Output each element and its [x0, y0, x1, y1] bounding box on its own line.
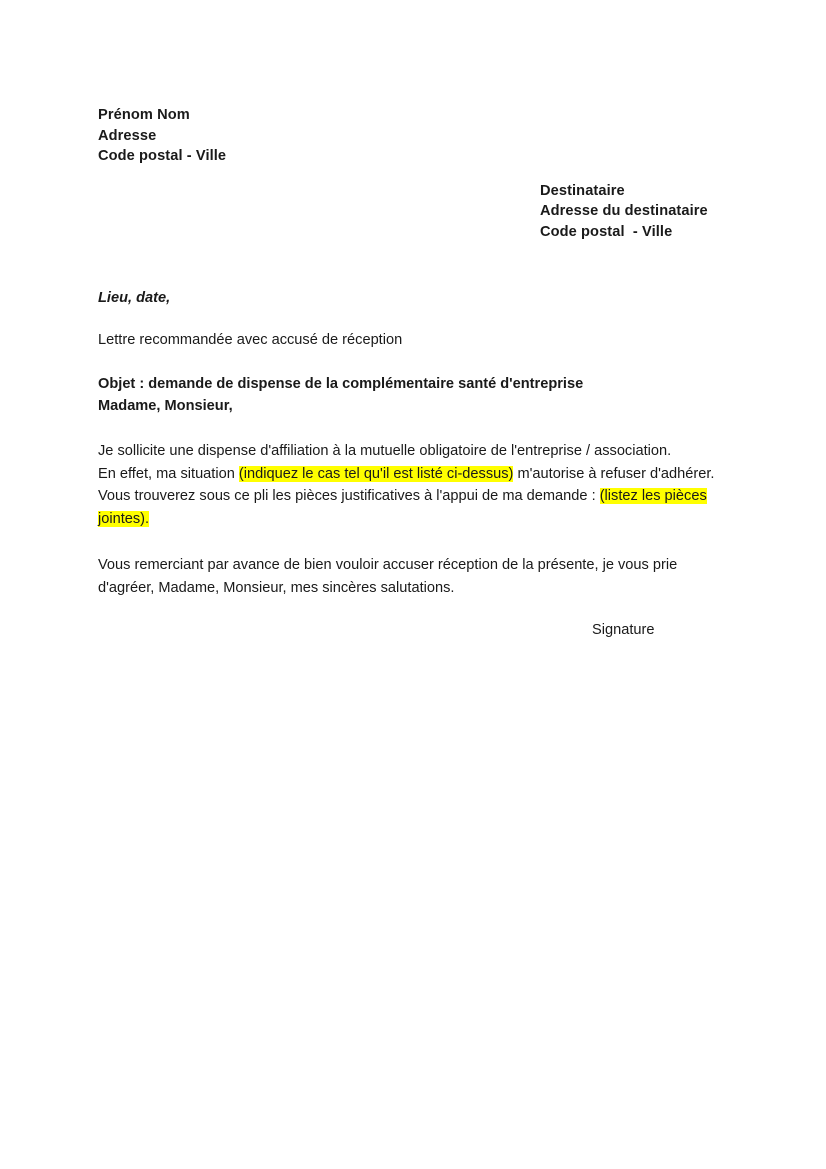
body-sentence-2-prefix: En effet, ma situation — [98, 465, 239, 482]
letter-content — [98, 105, 730, 640]
signature-label: Signature — [592, 621, 655, 638]
registered-mail-notice: Lettre recommandée avec accusé de réception — [98, 332, 403, 349]
body-sentence-1: Je sollicite une dispense d'affiliation à la mutuelle obligatoire de l'entreprise / association. — [98, 442, 672, 459]
subject-block — [98, 373, 730, 418]
subject-line: Objet : demande de dispense de la complémentaire santé d'entreprise — [98, 375, 584, 392]
body-paragraph-request — [98, 440, 730, 531]
body-sentence-2-suffix: m'autorise à refuser d'adhérer. — [513, 465, 715, 482]
body-sentence-3-prefix: Vous trouverez sous ce pli les pièces justificatives à l'appui de ma demande : — [98, 488, 600, 505]
recipient-address: Adresse du destinataire — [540, 203, 708, 220]
recipient-address-block — [98, 181, 730, 243]
placeholder-highlight-case: (indiquez le cas tel qu'il est listé ci-dessus) — [238, 465, 514, 482]
recipient-name: Destinataire — [540, 182, 625, 199]
salutation-line: Madame, Monsieur, — [98, 398, 233, 415]
placeholder-highlight-attachments: (listez les pièces jointes). — [98, 488, 707, 528]
body-sentence-2 — [98, 466, 714, 482]
place-date-line: Lieu, date, — [98, 289, 171, 306]
sender-address-block — [98, 105, 730, 167]
body-paragraph-closing: Vous remerciant par avance de bien vouloir accuser réception de la présente, je vous prie d'agréer, Madame, Monsieur, mes sincères salutations. — [98, 556, 678, 596]
sender-name: Prénom Nom — [98, 107, 190, 123]
sender-address: Adresse — [98, 127, 157, 144]
body-sentence-3 — [98, 488, 707, 527]
recipient-city: Code postal - Ville — [540, 223, 673, 240]
sender-city: Code postal - Ville — [98, 148, 227, 165]
